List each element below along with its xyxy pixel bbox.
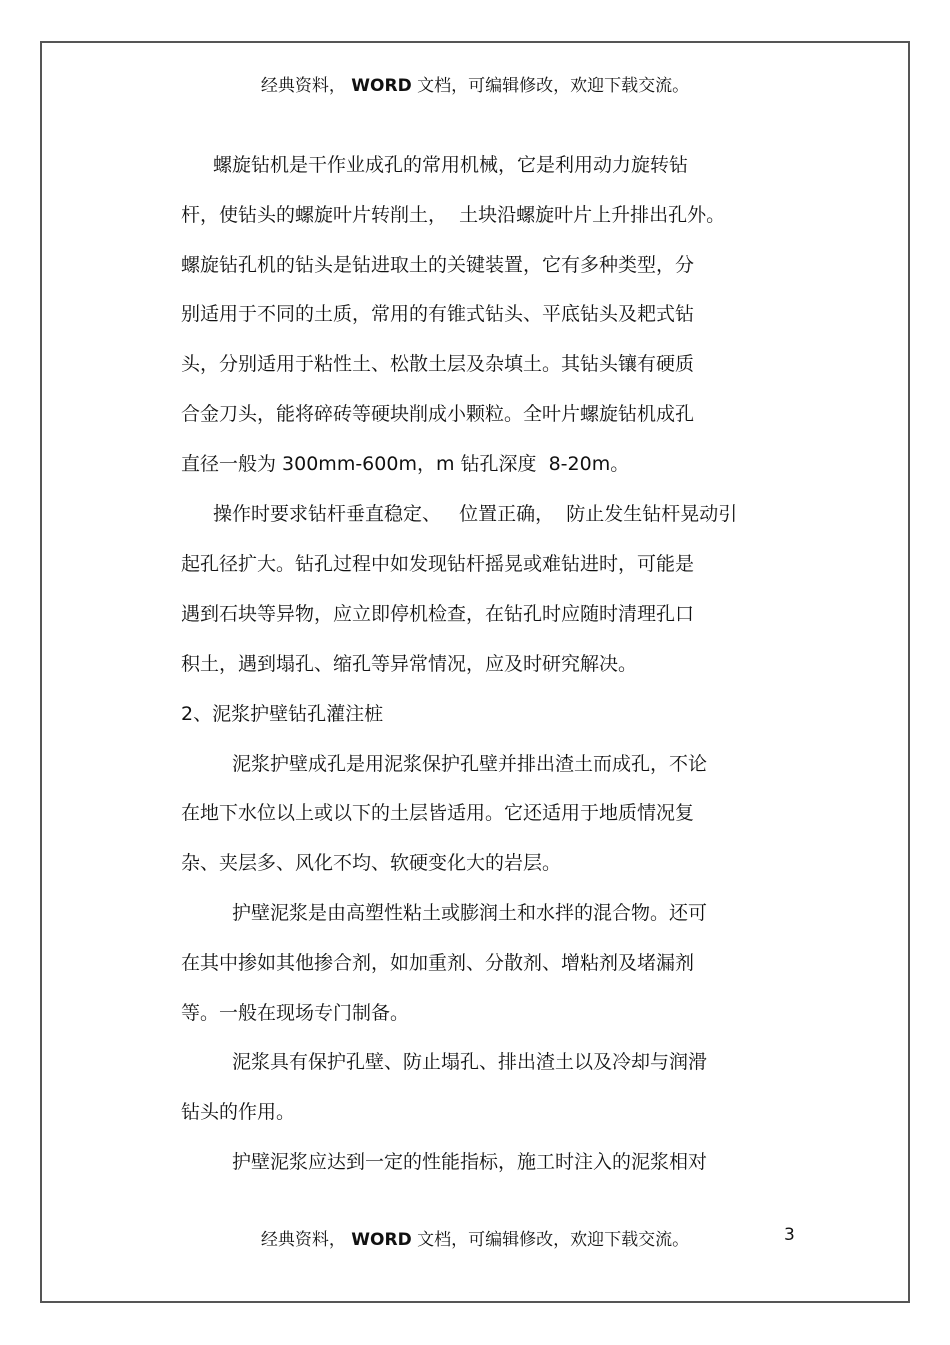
body-line: 杆，使钻头的螺旋叶片转削土， 土块沿螺旋叶片上升排出孔外。 <box>181 204 726 226</box>
body-line: 在其中掺如其他掺合剂，如加重剂、分散剂、增粘剂及堵漏剂 <box>181 952 695 974</box>
body-line: 护壁泥浆应达到一定的性能指标，施工时注入的泥浆相对 <box>232 1151 708 1173</box>
body-line: 杂、夹层多、风化不均、软硬变化大的岩层。 <box>181 852 562 874</box>
body-line: 积土，遇到塌孔、缩孔等异常情况，应及时研究解决。 <box>181 653 638 675</box>
body-line: 护壁泥浆是由高塑性粘土或膨润土和水拌的混合物。还可 <box>232 902 708 924</box>
page-number: 3 <box>784 1225 795 1245</box>
body-line: 泥浆具有保护孔壁、防止塌孔、排出渣土以及冷却与润滑 <box>232 1051 708 1073</box>
body-line: 别适用于不同的土质，常用的有锥式钻头、平底钻头及耙式钻 <box>181 303 695 325</box>
body-line: 合金刀头，能将碎砖等硬块削成小颗粒。全叶片螺旋钻机成孔 <box>181 403 695 425</box>
body-line: 螺旋钻孔机的钻头是钻进取土的关键装置，它有多种类型，分 <box>181 254 695 276</box>
footer-prefix: 经典资料， <box>260 1230 352 1250</box>
body-line: 等。一般在现场专门制备。 <box>181 1002 410 1024</box>
body-line: 钻头的作用。 <box>181 1101 296 1123</box>
body-line: 遇到石块等异物，应立即停机检查，在钻孔时应随时清理孔口 <box>181 603 695 625</box>
footer-bold-word: WORD <box>351 1230 412 1250</box>
header-suffix: 文档，可编辑修改，欢迎下载交流。 <box>411 76 690 96</box>
page-footer <box>0 1225 950 1250</box>
body-line: 在地下水位以上或以下的土层皆适用。它还适用于地质情况复 <box>181 802 695 824</box>
page-header <box>0 71 950 96</box>
body-line: 头，分别适用于粘性土、松散土层及杂填土。其钻头镶有硬质 <box>181 353 695 375</box>
header-bold-word: WORD <box>351 76 412 96</box>
header-prefix: 经典资料， <box>260 76 352 96</box>
body-line: 起孔径扩大。钻孔过程中如发现钻杆摇晃或难钻进时，可能是 <box>181 553 695 575</box>
footer-suffix: 文档，可编辑修改，欢迎下载交流。 <box>411 1230 690 1250</box>
body-line: 螺旋钻机是干作业成孔的常用机械，它是利用动力旋转钻 <box>213 154 689 176</box>
body-line: 泥浆护壁成孔是用泥浆保护孔壁并排出渣土而成孔，不论 <box>232 753 708 775</box>
body-line: 直径一般为 300mm-600m，m 钻孔深度 8-20m。 <box>181 453 630 475</box>
body-line: 操作时要求钻杆垂直稳定、 位置正确， 防止发生钻杆晃动引 <box>213 503 738 525</box>
section-heading: 2、泥浆护壁钻孔灌注桩 <box>181 703 384 725</box>
